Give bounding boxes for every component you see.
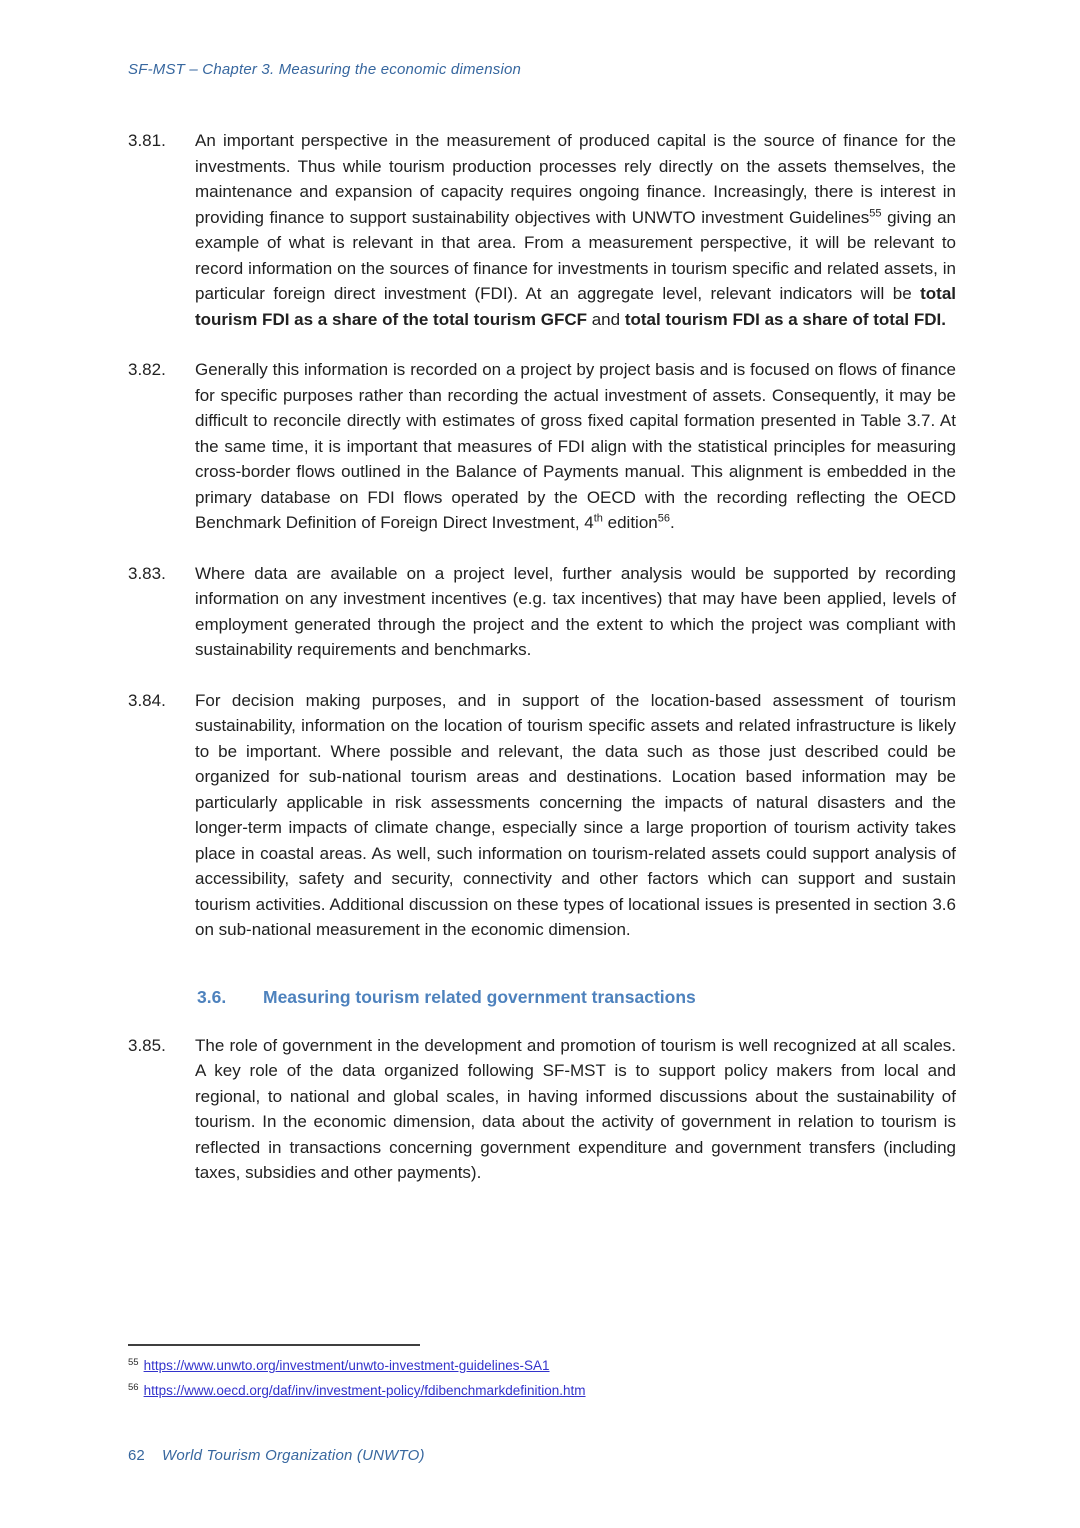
paragraph-number: 3.82. xyxy=(128,360,166,379)
paragraph-text: An important perspective in the measurement of produced capital is the source of finance for the investments. Thus while tourism production processes rely directly on the assets themselves, the maintenance and expansion of capacity requires ongoing finance. Increasingly, there is interest in providing finance to support sustainability objectives with UNWTO investment Guidelines$^{55}$ giving an example of what is relevant in that area. From a measurement perspective, it will be relevant to record information on the sources of finance for investments in tourism specific and related assets, in particular foreign direct investment (FDI). At an aggregate level, relevant indicators will be total tourism FDI as a share of the total tourism GFCF and total tourism FDI as a share of total FDI. xyxy=(195,131,956,329)
page-footer xyxy=(128,1447,425,1464)
footnote-link-55[interactable]: https://www.unwto.org/investment/unwto-investment-guidelines-SA1 xyxy=(143,1358,550,1373)
paragraph-text: Generally this information is recorded on a project by project basis and is focused on flows of finance for specific purposes rather than recording the actual investment of assets. Consequently, it may be difficult to reconcile directly with estimates of gross fixed capital formation presented in Table 3.7. At the same time, it is important that measures of FDI align with the statistical principles for measuring cross-border flows outlined in the Balance of Payments manual. This alignment is embedded in the primary database on FDI flows operated by the OECD with the recording reflecting the OECD Benchmark Definition of Foreign Direct Investment, 4th edition$^{56}$. xyxy=(195,360,956,532)
paragraph-3-85 xyxy=(128,1033,956,1186)
paragraph-text: For decision making purposes, and in support of the location-based assessment of tourism sustainability, information on the location of tourism specific assets and related infrastructure is likely to be important. Where possible and relevant, the data such as those just described could be organized for sub-national tourism areas and destinations. Location based information may be particularly applicable in risk assessments concerning the impacts of natural disasters and the longer-term impacts of climate change, especially since a large proportion of tourism activity takes place in coastal areas. As well, such information on tourism-related assets could support analysis of accessibility, safety and security, connectivity and other factors which can support and sustain tourism activities. Additional discussion on these types of locational issues is presented in section 3.6 on sub-national measurement in the economic dimension. xyxy=(195,690,956,939)
paragraph-text: The role of government in the development and promotion of tourism is well recognized at all scales. A key role of the data organized following SF-MST is to support policy makers from local and regional, to national and global scales, in having informed discussions about the sustainability of tourism. In the economic dimension, data about the activity of government in relation to tourism is reflected in transactions concerning government expenditure and government transfers (including taxes, subsidies and other payments). xyxy=(195,1035,956,1182)
section-heading-3-6 xyxy=(197,987,956,1008)
paragraph-number: 3.85. xyxy=(128,1035,166,1055)
paragraph-number: 3.83. xyxy=(128,563,166,583)
footnote-separator xyxy=(128,1344,420,1346)
footnote-marker: 56 xyxy=(128,1381,139,1393)
section-heading-number: 3.6. xyxy=(197,986,227,1007)
page-number: 62 xyxy=(128,1447,145,1464)
section-heading-title: Measuring tourism related government transactions xyxy=(263,986,696,1007)
running-header: SF-MST – Chapter 3. Measuring the economic dimension xyxy=(128,61,522,78)
footnote-link-56[interactable]: https://www.oecd.org/daf/inv/investment-policy/fdibenchmarkdefinition.htm xyxy=(143,1383,586,1398)
footnote-55 xyxy=(128,1353,956,1378)
footnote-list xyxy=(128,1353,956,1403)
paragraph-3-83 xyxy=(128,561,956,663)
organization-name: World Tourism Organization (UNWTO) xyxy=(162,1447,425,1464)
paragraph-3-84 xyxy=(128,688,956,943)
footnotes-section xyxy=(128,1344,956,1403)
paragraph-3-82 xyxy=(128,357,956,536)
paragraph-number: 3.84. xyxy=(128,690,166,710)
paragraph-3-81 xyxy=(128,128,956,332)
footnote-56 xyxy=(128,1378,956,1403)
footnote-marker: 55 xyxy=(128,1356,139,1368)
document-body xyxy=(128,128,956,1211)
paragraph-number: 3.81. xyxy=(128,131,166,150)
paragraph-text: Where data are available on a project level, further analysis would be supported by recording information on any investment incentives (e.g. tax incentives) that may have been applied, levels of employment generated through the project and the extent to which the project was compliant with sustainability requirements and benchmarks. xyxy=(195,563,956,659)
